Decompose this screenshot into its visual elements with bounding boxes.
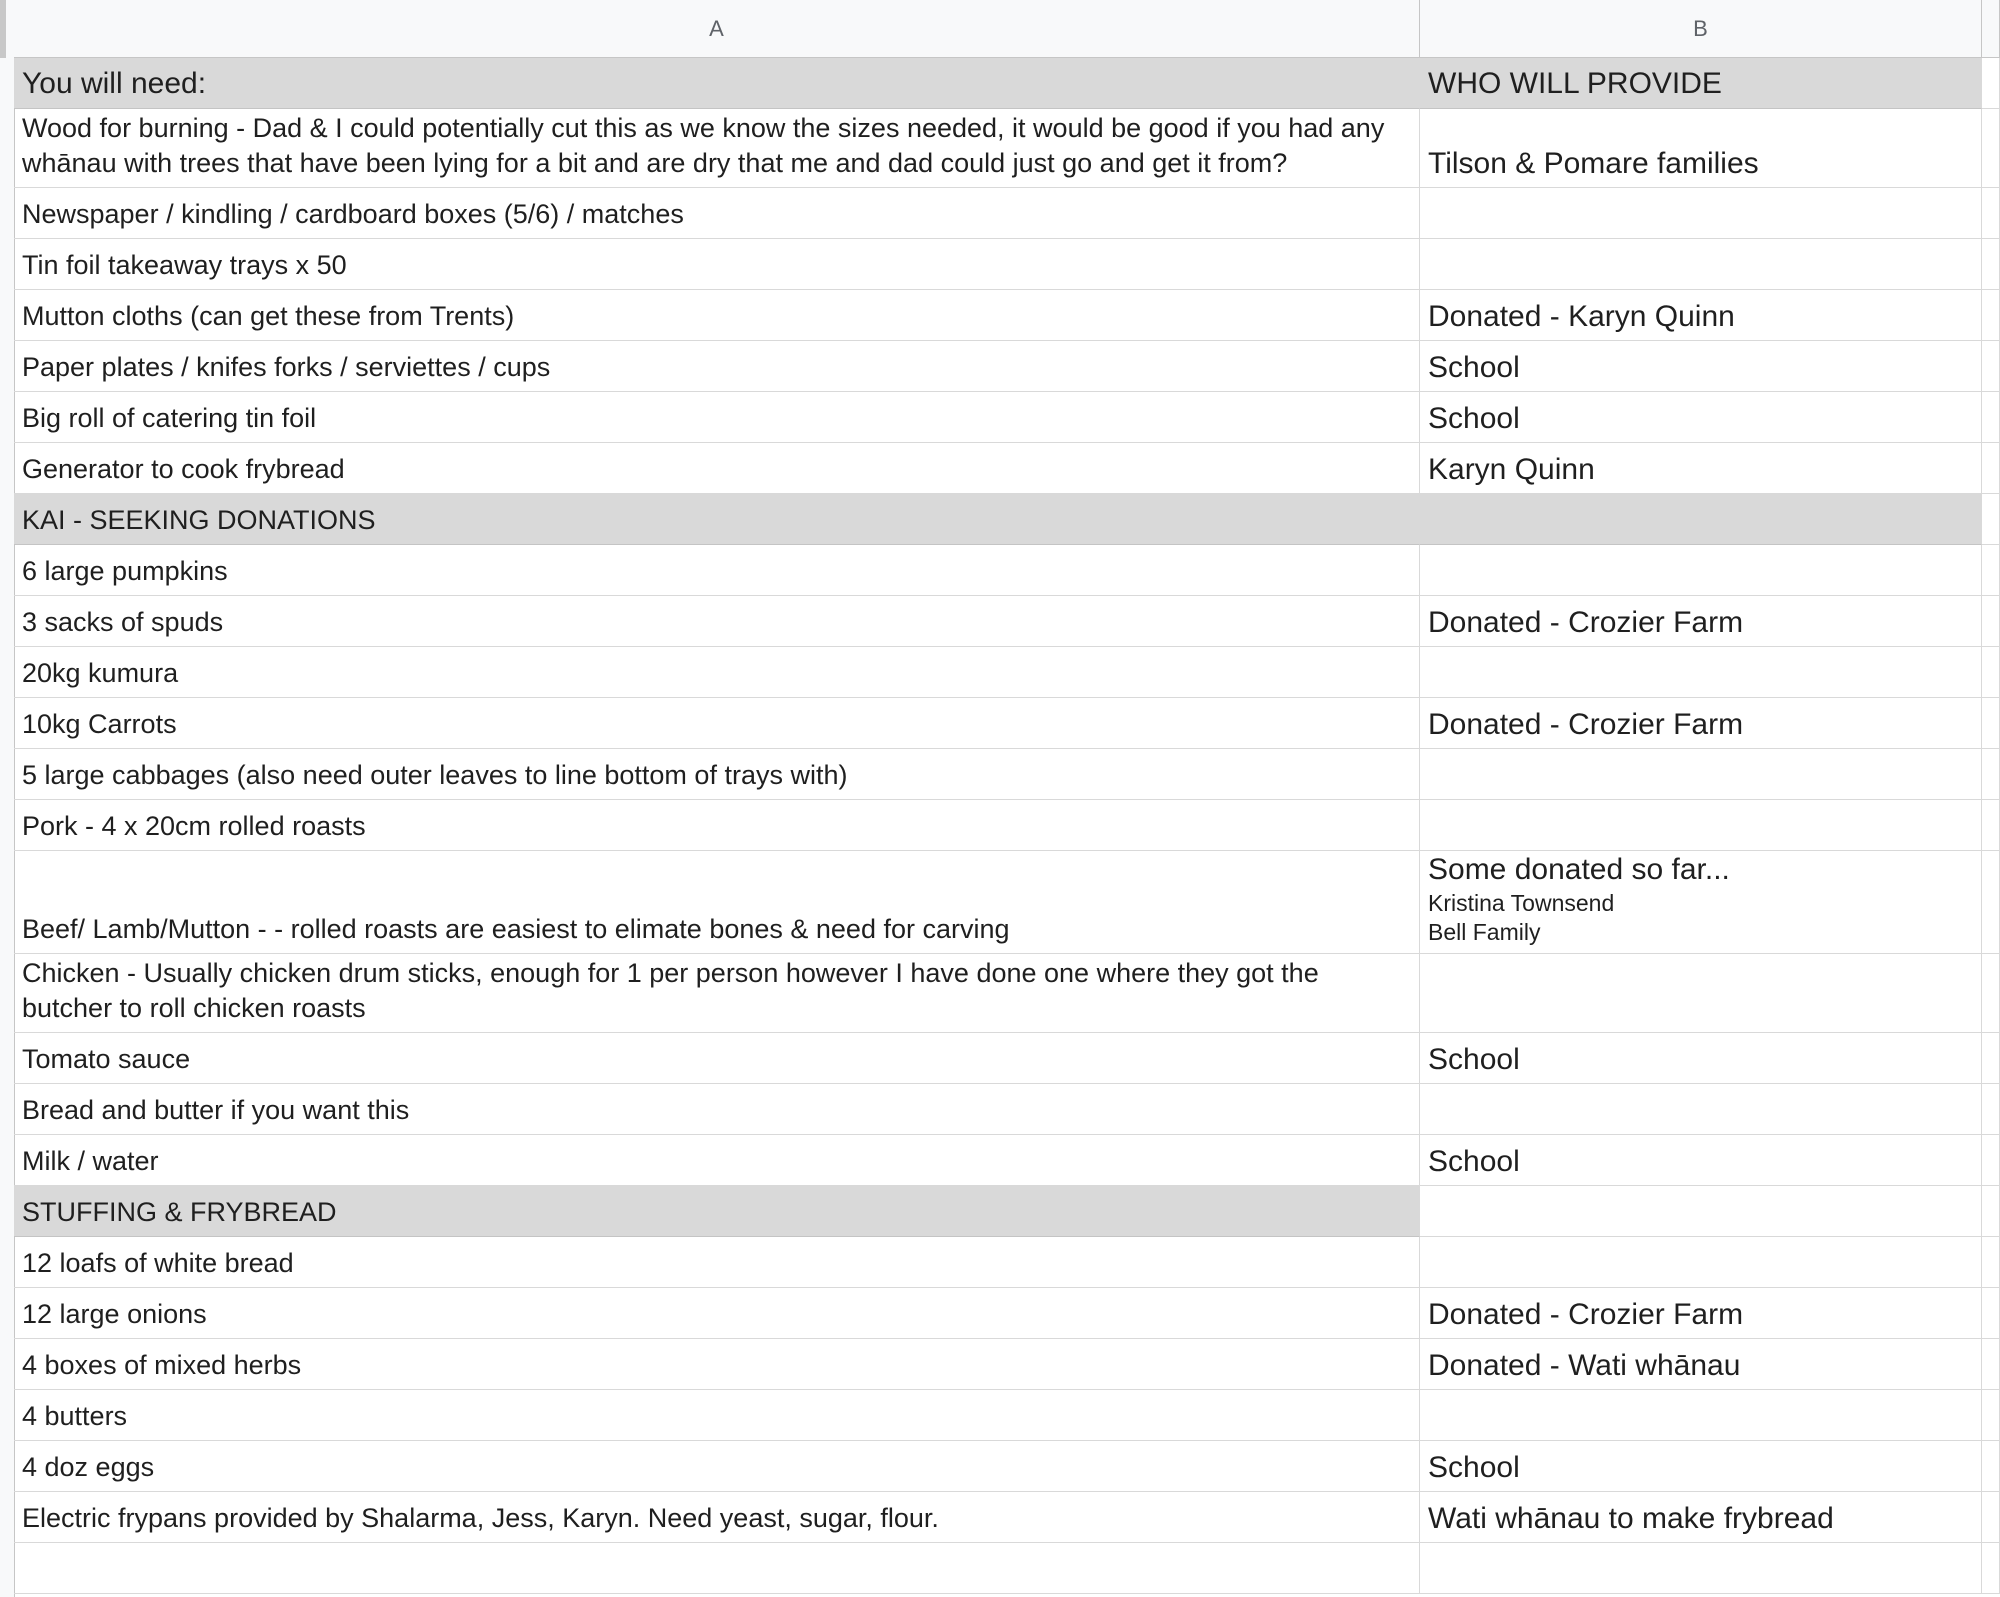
table-row	[14, 341, 2000, 392]
cell-a[interactable]: Wood for burning - Dad & I could potentially cut this as we know the sizes needed, it would be good if you had any whānau with trees that have been lying for a bit and are dry that me and dad could just go and get it from?	[14, 109, 1420, 188]
cell-a[interactable]: Generator to cook frybread	[14, 443, 1420, 494]
cell-b[interactable]	[1420, 954, 1982, 1033]
cell-empty[interactable]	[1982, 749, 2000, 800]
cell-b[interactable]: School	[1420, 1441, 1982, 1492]
cell-b-line: Kristina Townsend	[1428, 890, 1615, 916]
table-row	[14, 1492, 2000, 1543]
cell-empty[interactable]	[1982, 647, 2000, 698]
table-row	[14, 188, 2000, 239]
table-row	[14, 1543, 2000, 1594]
cell-empty[interactable]	[1982, 1492, 2000, 1543]
cell-empty[interactable]	[1982, 1186, 2000, 1237]
cell-a[interactable]: Big roll of catering tin foil	[14, 392, 1420, 443]
cell-a[interactable]: Paper plates / knifes forks / serviettes / cups	[14, 341, 1420, 392]
cell-a[interactable]: Bread and butter if you want this	[14, 1084, 1420, 1135]
cell-empty[interactable]	[1982, 1390, 2000, 1441]
table-row	[14, 1441, 2000, 1492]
table-row	[14, 58, 2000, 109]
cell-empty[interactable]	[1982, 443, 2000, 494]
table-row	[14, 1339, 2000, 1390]
table-row	[14, 545, 2000, 596]
cell-empty[interactable]	[1982, 596, 2000, 647]
cell-empty[interactable]	[1982, 58, 2000, 109]
cell-a[interactable]: Electric frypans provided by Shalarma, Jess, Karyn. Need yeast, sugar, flour.	[14, 1492, 1420, 1543]
cell-b[interactable]	[1420, 647, 1982, 698]
table-row	[14, 109, 2000, 188]
cell-empty[interactable]	[1982, 800, 2000, 851]
cell-empty[interactable]	[1982, 851, 2000, 954]
cell-empty[interactable]	[1982, 1084, 2000, 1135]
cell-b[interactable]	[1420, 494, 1982, 545]
cell-b[interactable]	[1420, 188, 1982, 239]
cell-b[interactable]: Karyn Quinn	[1420, 443, 1982, 494]
table-row	[14, 443, 2000, 494]
cell-a[interactable]: Tin foil takeaway trays x 50	[14, 239, 1420, 290]
cell-empty[interactable]	[1982, 1237, 2000, 1288]
table-row	[14, 1084, 2000, 1135]
table-row	[14, 1186, 2000, 1237]
cell-b[interactable]	[1420, 800, 1982, 851]
cell-b[interactable]: School	[1420, 392, 1982, 443]
cell-b[interactable]	[1420, 239, 1982, 290]
cell-a[interactable]: 12 loafs of white bread	[14, 1237, 1420, 1288]
cell-b[interactable]	[1420, 1543, 1982, 1594]
cell-a[interactable]: KAI - SEEKING DONATIONS	[14, 494, 1420, 545]
cell-b[interactable]	[1420, 1390, 1982, 1441]
cell-a[interactable]: 10kg Carrots	[14, 698, 1420, 749]
cell-a[interactable]: Pork - 4 x 20cm rolled roasts	[14, 800, 1420, 851]
table-row	[14, 1237, 2000, 1288]
cell-a[interactable]: Beef/ Lamb/Mutton - - rolled roasts are easiest to elimate bones & need for carving	[14, 851, 1420, 954]
table-row	[14, 290, 2000, 341]
cell-b-line: Bell Family	[1428, 919, 1541, 945]
column-header-overflow	[1982, 0, 2000, 57]
cell-a[interactable]: STUFFING & FRYBREAD	[14, 1186, 1420, 1237]
cell-b[interactable]	[1420, 1084, 1982, 1135]
cell-b[interactable]: Donated - Karyn Quinn	[1420, 290, 1982, 341]
cell-empty[interactable]	[1982, 698, 2000, 749]
cell-empty[interactable]	[1982, 239, 2000, 290]
cell-b[interactable]	[1420, 545, 1982, 596]
cell-empty[interactable]	[1982, 545, 2000, 596]
cell-b[interactable]	[1420, 851, 1982, 954]
cell-b[interactable]: Tilson & Pomare families	[1420, 109, 1982, 188]
cell-b[interactable]	[1420, 1186, 1982, 1237]
table-row	[14, 494, 2000, 545]
cell-a[interactable]: Milk / water	[14, 1135, 1420, 1186]
cell-empty[interactable]	[1982, 1288, 2000, 1339]
cell-a[interactable]: 4 boxes of mixed herbs	[14, 1339, 1420, 1390]
table-row	[14, 239, 2000, 290]
cell-empty[interactable]	[1982, 109, 2000, 188]
cell-a[interactable]: 5 large cabbages (also need outer leaves to line bottom of trays with)	[14, 749, 1420, 800]
cell-a[interactable]: Newspaper / kindling / cardboard boxes (5/6) / matches	[14, 188, 1420, 239]
row-header-gutter	[0, 58, 15, 1597]
cell-b[interactable]: Donated - Crozier Farm	[1420, 596, 1982, 647]
table-row	[14, 1390, 2000, 1441]
cell-empty[interactable]	[1982, 1135, 2000, 1186]
cell-empty[interactable]	[1982, 1441, 2000, 1492]
cell-empty[interactable]	[1982, 341, 2000, 392]
table-row	[14, 954, 2000, 1033]
table-row	[14, 749, 2000, 800]
cell-grid	[14, 58, 2000, 1594]
column-header-a[interactable]: A	[14, 0, 1420, 57]
cell-b[interactable]: School	[1420, 1033, 1982, 1084]
cell-empty[interactable]	[1982, 954, 2000, 1033]
cell-b[interactable]: School	[1420, 1135, 1982, 1186]
table-row	[14, 1288, 2000, 1339]
cell-b[interactable]: Donated - Crozier Farm	[1420, 1288, 1982, 1339]
cell-b[interactable]	[1420, 1237, 1982, 1288]
cell-empty[interactable]	[1982, 1033, 2000, 1084]
cell-a[interactable]: You will need:	[14, 58, 1420, 109]
column-header-b[interactable]: B	[1420, 0, 1982, 57]
table-row	[14, 851, 2000, 954]
cell-b-line: Some donated so far...	[1428, 853, 1730, 886]
cell-b[interactable]: School	[1420, 341, 1982, 392]
cell-empty[interactable]	[1982, 188, 2000, 239]
cell-b[interactable]	[1420, 749, 1982, 800]
column-header-row	[14, 0, 2000, 58]
cell-a[interactable]: 4 doz eggs	[14, 1441, 1420, 1492]
cell-empty[interactable]	[1982, 1339, 2000, 1390]
select-all-corner[interactable]	[0, 0, 15, 59]
table-row	[14, 1135, 2000, 1186]
table-row	[14, 1033, 2000, 1084]
table-row	[14, 596, 2000, 647]
cell-a[interactable]: 4 butters	[14, 1390, 1420, 1441]
cell-empty[interactable]	[1982, 494, 2000, 545]
cell-a[interactable]: 20kg kumura	[14, 647, 1420, 698]
freeze-handle[interactable]	[0, 0, 6, 58]
table-row	[14, 647, 2000, 698]
cell-b[interactable]: WHO WILL PROVIDE	[1420, 58, 1982, 109]
cell-empty[interactable]	[1982, 290, 2000, 341]
table-row	[14, 698, 2000, 749]
cell-b[interactable]: Donated - Crozier Farm	[1420, 698, 1982, 749]
cell-a[interactable]: Tomato sauce	[14, 1033, 1420, 1084]
cell-a[interactable]: 3 sacks of spuds	[14, 596, 1420, 647]
cell-a[interactable]: 12 large onions	[14, 1288, 1420, 1339]
cell-a[interactable]: 6 large pumpkins	[14, 545, 1420, 596]
cell-a[interactable]	[14, 1543, 1420, 1594]
cell-a[interactable]: Chicken - Usually chicken drum sticks, enough for 1 per person however I have done one where they got the butcher to roll chicken roasts	[14, 954, 1420, 1033]
cell-empty[interactable]	[1982, 1543, 2000, 1594]
cell-b[interactable]: Wati whānau to make frybread	[1420, 1492, 1982, 1543]
table-row	[14, 392, 2000, 443]
cell-a[interactable]: Mutton cloths (can get these from Trents)	[14, 290, 1420, 341]
table-row	[14, 800, 2000, 851]
cell-b[interactable]: Donated - Wati whānau	[1420, 1339, 1982, 1390]
cell-empty[interactable]	[1982, 392, 2000, 443]
